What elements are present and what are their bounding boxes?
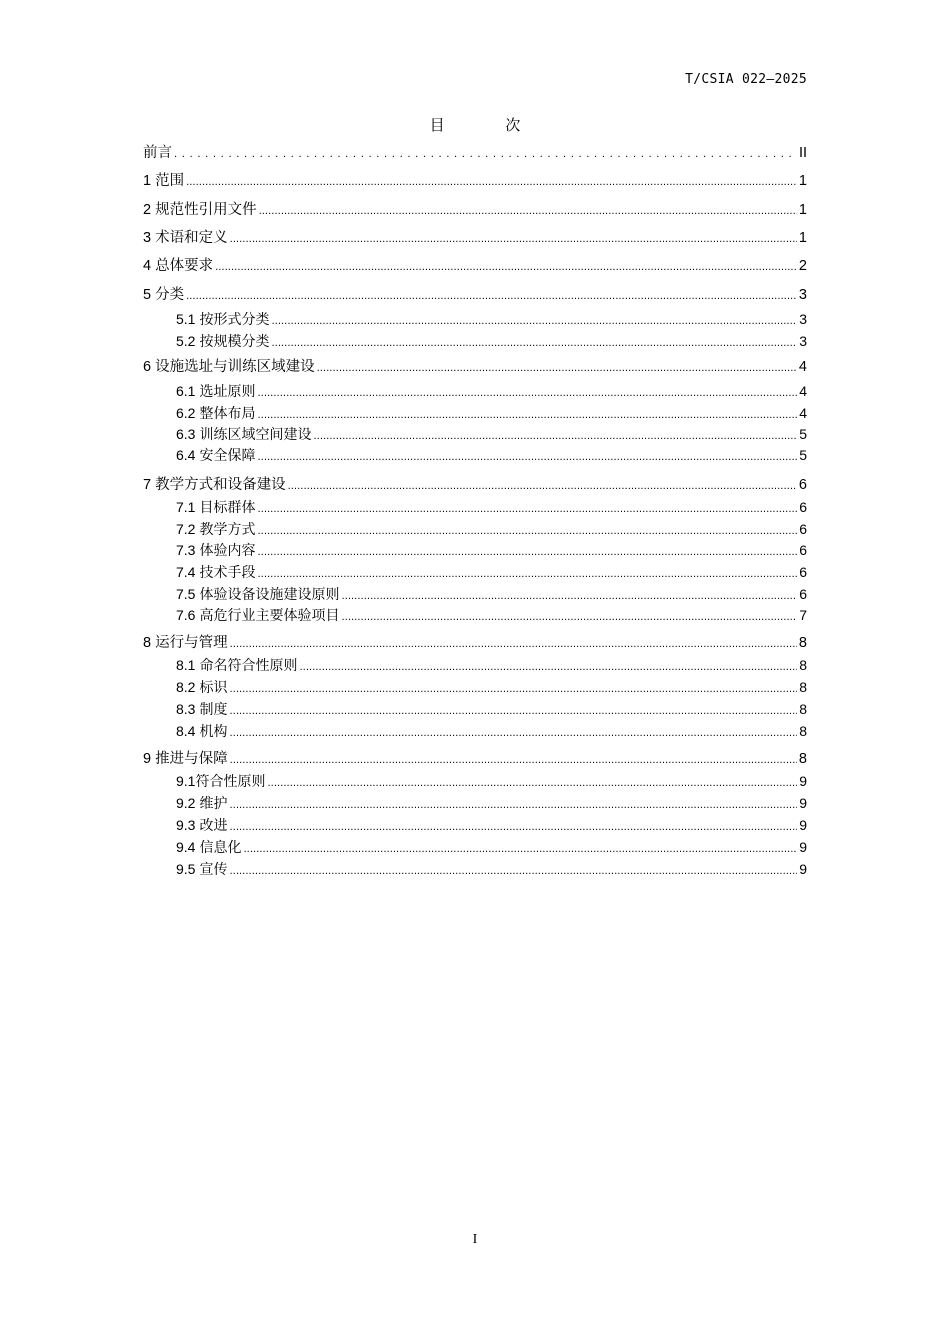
toc-dot-leader: [299, 662, 797, 673]
toc-entry-page: 7: [799, 607, 807, 623]
document-code: T/CSIA 022—2025: [685, 72, 807, 87]
toc-entry[interactable]: [143, 721, 807, 741]
toc-dot-leader: [229, 728, 797, 739]
toc-entry-title: 按规模分类: [199, 334, 270, 350]
toc-entry-title: 维护: [199, 796, 228, 812]
toc-entry-title: 总体要求: [155, 258, 214, 274]
toc-title: 目 次: [429, 116, 549, 134]
toc-entry-title: 前言: [143, 145, 172, 161]
toc-entry-title: 改进: [199, 818, 228, 834]
toc-entry-page: 6: [799, 586, 807, 602]
toc-dot-leader: [341, 612, 797, 623]
toc-entry-number: 8.3: [176, 701, 196, 717]
toc-entry-number: 5: [143, 287, 152, 303]
toc-entry-page: 6: [799, 564, 807, 580]
toc-entry[interactable]: [143, 631, 807, 652]
toc-entry-page: 1: [798, 173, 807, 189]
toc-entry-page: 6: [799, 521, 807, 537]
toc-entry-number: 9.4: [176, 839, 196, 855]
toc-entry-number: 6.2: [176, 405, 196, 421]
toc-dot-leader: [230, 639, 797, 650]
toc-entry-title: 教学方式: [199, 522, 256, 538]
toc-entry-page: 6: [799, 542, 807, 558]
toc-entry[interactable]: [143, 677, 807, 697]
toc-entry[interactable]: [143, 381, 807, 401]
toc-entry[interactable]: [143, 837, 807, 857]
toc-entry-title: 分类: [155, 287, 185, 303]
toc-entry-page: 3: [799, 333, 807, 349]
toc-entry-number: 6: [143, 359, 152, 375]
toc-dot-leader: [229, 866, 797, 877]
toc-entry[interactable]: [143, 424, 807, 444]
toc-entry-title: 选址原则: [199, 384, 256, 400]
toc-entry-title: 设施选址与训练区域建设: [155, 359, 315, 375]
toc-entry-title: 体验设备设施建设原则: [199, 587, 340, 603]
toc-entry-page: II: [798, 145, 807, 161]
toc-entry-page: 8: [799, 657, 807, 673]
toc-dot-leader: [257, 526, 797, 537]
toc-entry-page: 5: [799, 426, 807, 442]
page-number: I: [472, 1232, 478, 1247]
toc-entry-title: 信息化: [199, 840, 242, 856]
toc-entry-number: 4: [143, 258, 152, 274]
toc-entry-page: 4: [799, 383, 807, 399]
toc-dot-leader: [257, 388, 797, 399]
toc-entry-page: 6: [799, 499, 807, 515]
toc-entry[interactable]: [143, 655, 807, 675]
toc-entry[interactable]: [143, 497, 807, 517]
toc-entry-title: 技术手段: [199, 565, 256, 581]
toc-entry[interactable]: [143, 519, 807, 539]
toc-entry-number: 7.4: [176, 564, 196, 580]
toc-entry-number: 6.4: [176, 447, 196, 463]
toc-dot-leader: [229, 706, 797, 717]
toc-entry-title: 符合性原则: [195, 774, 266, 790]
toc-entry-page: 8: [798, 635, 807, 651]
toc-entry-number: 7.6: [176, 607, 196, 623]
toc-entry[interactable]: [143, 562, 807, 582]
toc-entry-number: 7.5: [176, 586, 196, 602]
toc-entry[interactable]: [143, 254, 807, 275]
toc-entry-number: 6.1: [176, 383, 196, 399]
toc-entry-number: 8.4: [176, 723, 196, 739]
toc-entry[interactable]: [143, 226, 807, 247]
toc-entry-page: 8: [798, 751, 807, 767]
toc-entry-title: 标识: [199, 680, 228, 696]
toc-entry-number: 2: [143, 202, 152, 218]
toc-dot-leader: [317, 363, 797, 374]
toc-dot-leader: [186, 177, 797, 188]
toc-dot-leader: [230, 755, 797, 766]
toc-entry[interactable]: [143, 540, 807, 560]
toc-entry-page: 8: [799, 679, 807, 695]
toc-dot-leader: [229, 822, 797, 833]
toc-entry[interactable]: [143, 283, 807, 304]
toc-entry[interactable]: [143, 747, 807, 768]
toc-entry-title: 术语和定义: [155, 230, 228, 246]
toc-dot-leader: [267, 778, 797, 789]
toc-entry[interactable]: [143, 141, 807, 162]
toc-entry-title: 体验内容: [199, 543, 256, 559]
toc-entry-number: 7.2: [176, 521, 196, 537]
toc-entry[interactable]: [143, 859, 807, 879]
toc-entry-number: 8: [143, 635, 152, 651]
toc-entry-title: 运行与管理: [155, 635, 228, 651]
toc-entry-number: 9.1: [176, 773, 196, 789]
toc-dot-leader: [259, 206, 797, 217]
toc-entry-page: 2: [798, 258, 807, 274]
toc-entry-title: 训练区域空间建设: [199, 427, 312, 443]
toc-entry[interactable]: [143, 699, 807, 719]
toc-entry[interactable]: [143, 403, 807, 423]
toc-entry-title: 规范性引用文件: [155, 202, 257, 218]
toc-entry-page: 9: [799, 817, 807, 833]
toc-entry-page: 1: [798, 202, 807, 218]
toc-entry-page: 9: [799, 773, 807, 789]
toc-dot-leader: [271, 316, 797, 327]
toc-dot-leader: [243, 844, 797, 855]
toc-entry-number: 8.1: [176, 657, 196, 673]
toc-entry-number: 7: [143, 477, 152, 493]
toc-entry-page: 3: [799, 311, 807, 327]
toc-dot-leader: [186, 291, 797, 302]
toc-entry-title: 目标群体: [199, 500, 256, 516]
toc-entry-title: 高危行业主要体验项目: [199, 608, 340, 624]
toc-dot-leader: [341, 591, 797, 602]
toc-entry-title: 命名符合性原则: [199, 658, 298, 674]
toc-dot-leader: [230, 234, 797, 245]
toc-dot-leader: [257, 410, 797, 421]
toc-entry-title: 按形式分类: [199, 312, 270, 328]
toc-entry-page: 5: [799, 447, 807, 463]
toc-entry-page: 9: [799, 861, 807, 877]
toc-entry-page: 9: [799, 795, 807, 811]
toc-entry-number: 9.5: [176, 861, 196, 877]
toc-entry-page: 3: [798, 287, 807, 303]
toc-entry-page: 4: [799, 405, 807, 421]
toc-dot-leader: [229, 684, 797, 695]
toc-entry[interactable]: [143, 771, 807, 791]
toc-dot-leader: [271, 338, 797, 349]
toc-entry-title: 宣传: [199, 862, 228, 878]
toc-entry[interactable]: [143, 355, 807, 376]
toc-entry[interactable]: [143, 473, 807, 494]
toc-entry-title: 安全保障: [199, 448, 256, 464]
toc-entry[interactable]: [143, 309, 807, 329]
toc-dot-leader: [229, 800, 797, 811]
toc-dot-leader: [174, 149, 797, 160]
toc-entry-page: 9: [799, 839, 807, 855]
toc-dot-leader: [313, 431, 797, 442]
toc-entry-title: 推进与保障: [155, 751, 228, 767]
toc-entry-title: 教学方式和设备建设: [155, 477, 286, 493]
toc-entry[interactable]: [143, 815, 807, 835]
toc-entry-page: 4: [798, 359, 807, 375]
toc-entry-number: 5.2: [176, 333, 196, 349]
toc-dot-leader: [257, 547, 797, 558]
toc-entry-number: 7.1: [176, 499, 196, 515]
toc-entry[interactable]: [143, 198, 807, 219]
toc-entry-page: 8: [799, 723, 807, 739]
toc-entry[interactable]: [143, 793, 807, 813]
toc-entry-page: 8: [799, 701, 807, 717]
toc-entry-number: 6.3: [176, 426, 196, 442]
toc-entry-title: 机构: [199, 724, 228, 740]
toc-entry[interactable]: [143, 331, 807, 351]
toc-dot-leader: [257, 452, 797, 463]
toc-entry[interactable]: [143, 605, 807, 625]
toc-entry-title: 制度: [199, 702, 228, 718]
toc-dot-leader: [215, 262, 797, 273]
toc-entry-page: 1: [798, 230, 807, 246]
toc-entry-number: 5.1: [176, 311, 196, 327]
toc-entry-page: 6: [798, 477, 807, 493]
toc-entry-number: 9.3: [176, 817, 196, 833]
toc-entry-number: 1: [143, 173, 152, 189]
toc-dot-leader: [257, 504, 797, 515]
toc-entry[interactable]: [143, 584, 807, 604]
toc-entry-number: 3: [143, 230, 152, 246]
toc-dot-leader: [257, 569, 797, 580]
toc-entry-number: 7.3: [176, 542, 196, 558]
toc-dot-leader: [288, 481, 797, 492]
toc-entry-number: 9: [143, 751, 152, 767]
toc-entry-number: 9.2: [176, 795, 196, 811]
toc-entry[interactable]: [143, 445, 807, 465]
toc-entry-title: 整体布局: [199, 406, 256, 422]
toc-entry[interactable]: [143, 169, 807, 190]
toc-entry-number: 8.2: [176, 679, 196, 695]
toc-entry-title: 范围: [155, 173, 185, 189]
